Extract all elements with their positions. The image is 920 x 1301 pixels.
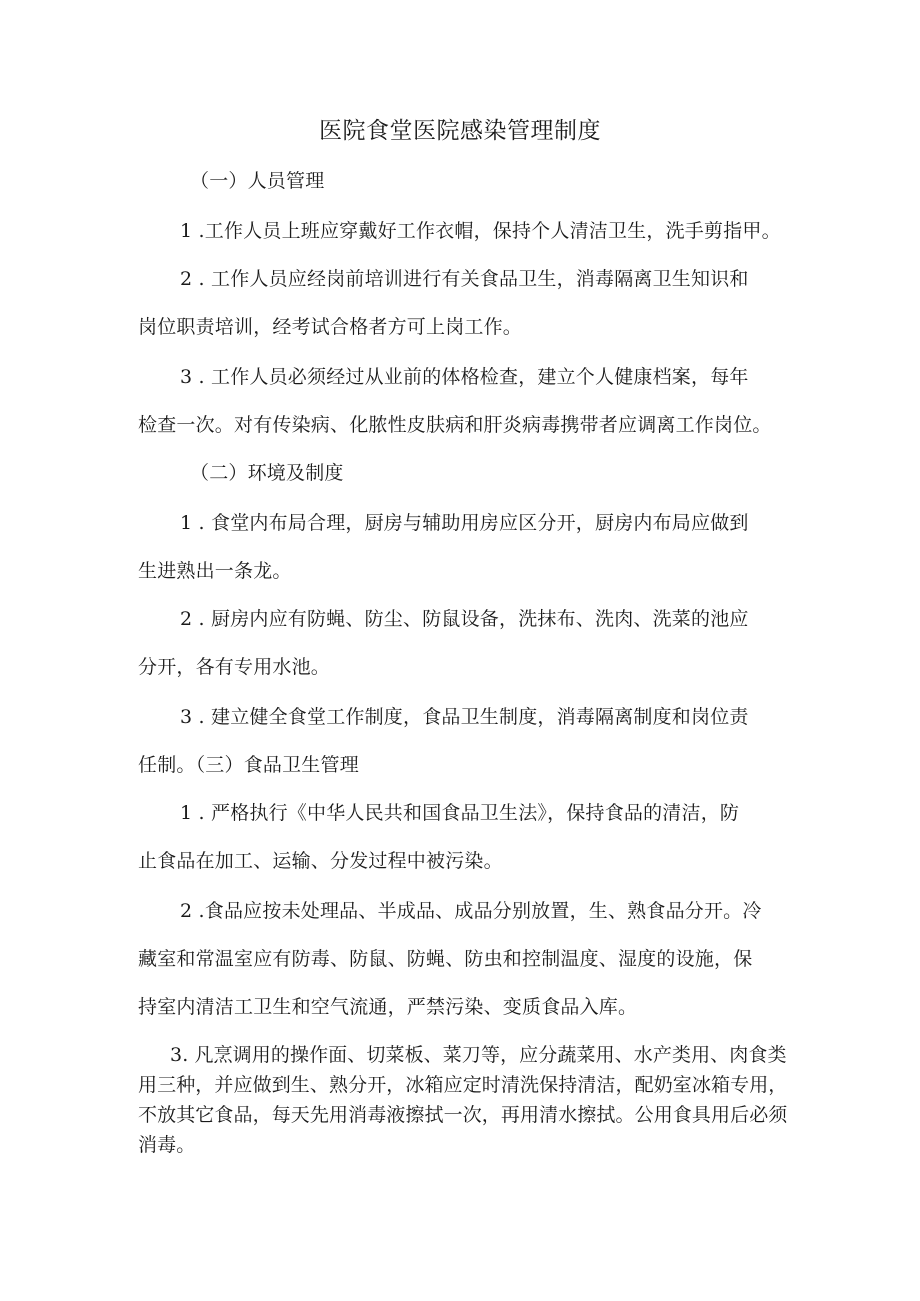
environment-item-2-line-2: 分开，各有专用水池。 xyxy=(138,656,331,678)
food-hygiene-item-2-line-1: 2 .食品应按未处理品、半成品、成品分别放置，生、熟食品分开。冷 xyxy=(180,900,762,922)
document-title: 医院食堂医院感染管理制度 xyxy=(319,118,601,144)
environment-item-3-line-2: 任制。（三）食品卫生管理 xyxy=(138,754,359,776)
personnel-item-3-line-1: 3 . 工作人员必须经过从业前的体格检查，建立个人健康档案，每年 xyxy=(180,366,749,388)
food-hygiene-item-2-line-2: 藏室和常温室应有防毒、防鼠、防蝇、防虫和控制温度、湿度的设施，保 xyxy=(138,948,753,970)
section-heading-personnel: （一）人员管理 xyxy=(190,170,325,192)
environment-item-2-line-1: 2 . 厨房内应有防蝇、防尘、防鼠设备，洗抹布、洗肉、洗菜的池应 xyxy=(180,608,749,630)
food-hygiene-item-2-line-3: 持室内清洁工卫生和空气流通，严禁污染、变质食品入库。 xyxy=(138,996,638,1018)
food-hygiene-item-1-line-1: 1 . 严格执行《中华人民共和国食品卫生法》，保持食品的清洁，防 xyxy=(180,802,740,824)
environment-item-3-line-1: 3 . 建立健全食堂工作制度，食品卫生制度，消毒隔离制度和岗位责 xyxy=(180,706,749,728)
personnel-item-1: 1 .工作人员上班应穿戴好工作衣帽，保持个人清洁卫生，洗手剪指甲。 xyxy=(180,220,781,242)
personnel-item-2-line-1: 2 . 工作人员应经岗前培训进行有关食品卫生，消毒隔离卫生知识和 xyxy=(180,268,749,290)
personnel-item-3-line-2: 检查一次。对有传染病、化脓性皮肤病和肝炎病毒携带者应调离工作岗位。 xyxy=(138,414,772,436)
food-hygiene-item-3: 3. 凡烹调用的操作面、切菜板、菜刀等，应分蔬菜用、水产类用、肉食类用三种，并应做到生、熟分开，冰箱应定时清洗保持清洁，配奶室冰箱专用，不放其它食品，每天先用消毒液擦拭一次，再用清水擦拭。公用食具用后必须消毒。 xyxy=(138,1044,788,1156)
personnel-item-2-line-2: 岗位职责培训，经考试合格者方可上岗工作。 xyxy=(138,316,523,338)
environment-item-1-line-2: 生进熟出一条龙。 xyxy=(138,560,292,582)
section-heading-environment: （二）环境及制度 xyxy=(190,462,344,484)
food-hygiene-item-1-line-2: 止食品在加工、运输、分发过程中被污染。 xyxy=(138,850,503,872)
environment-item-1-line-1: 1 . 食堂内布局合理，厨房与辅助用房应区分开，厨房内布局应做到 xyxy=(180,512,749,534)
